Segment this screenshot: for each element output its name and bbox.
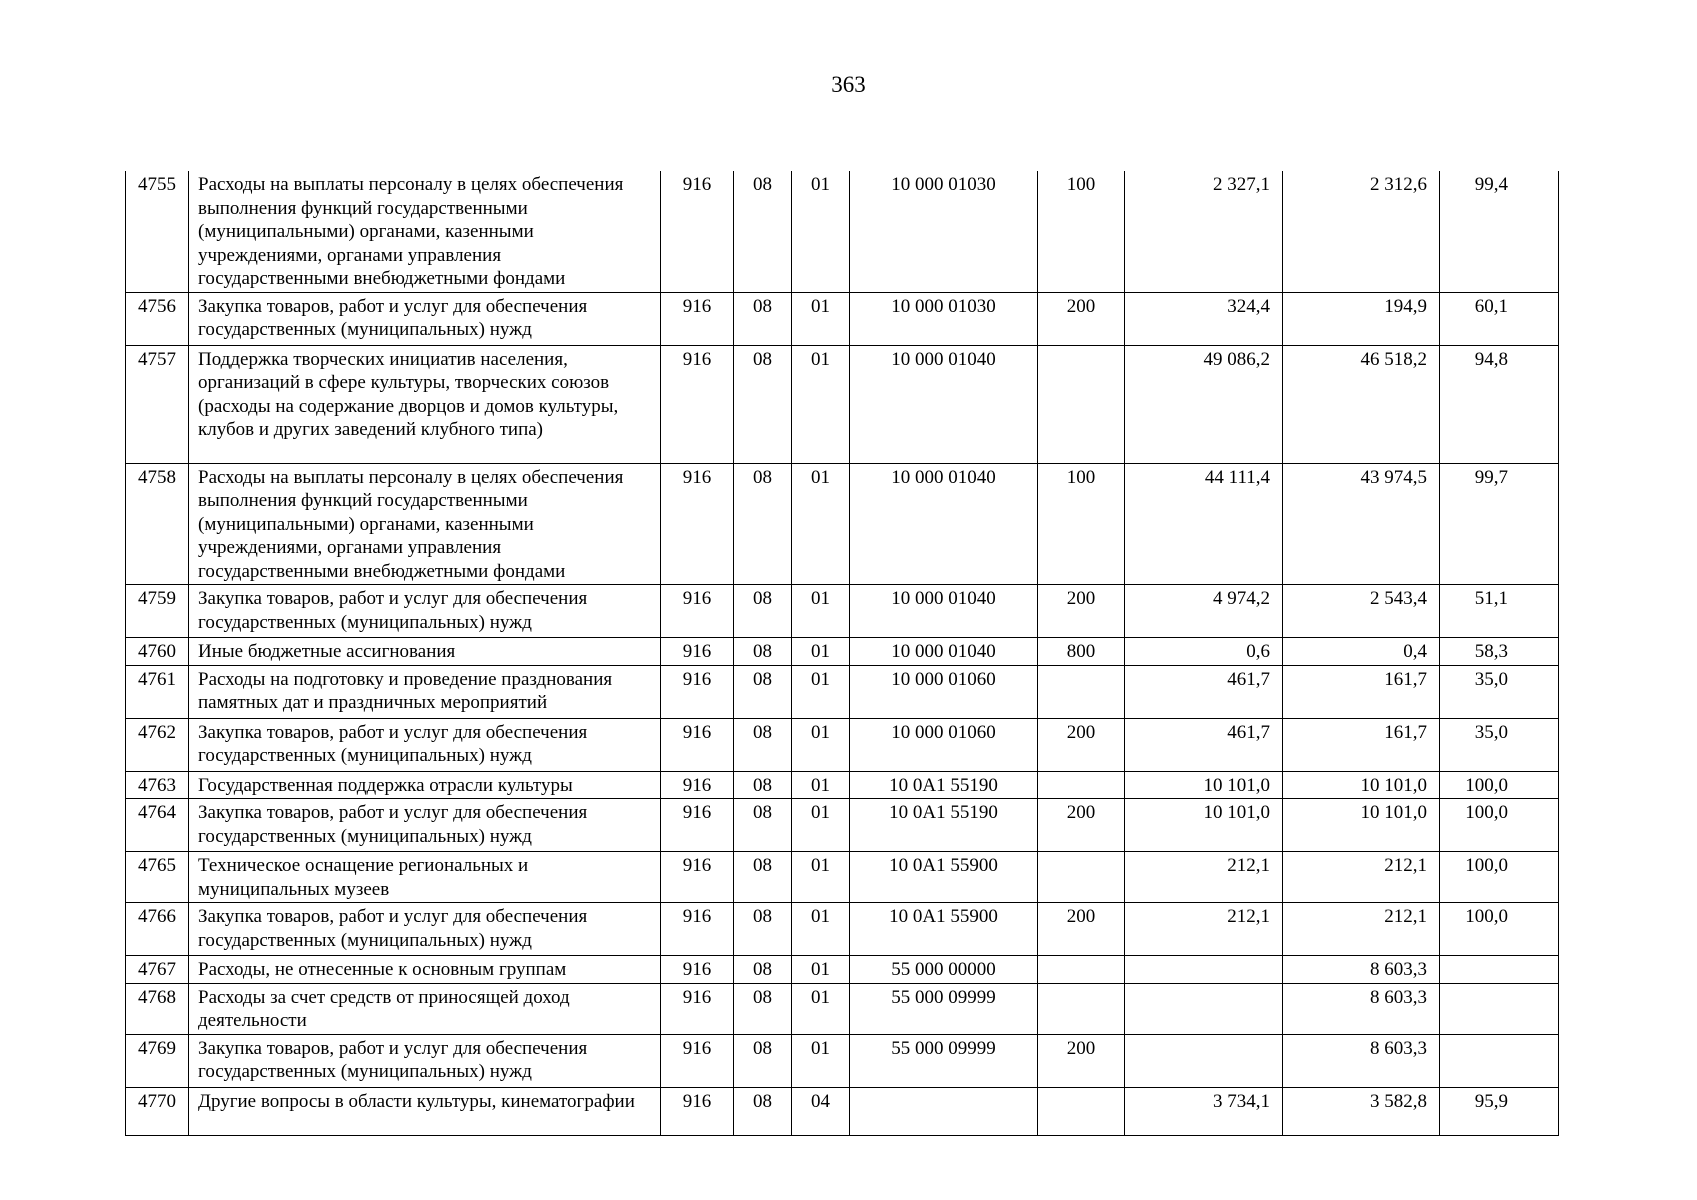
section-code-cell: 08 — [734, 345, 792, 463]
subsection-code-cell: 01 — [792, 1034, 850, 1087]
target-article-cell: 10 0A1 55900 — [850, 852, 1038, 903]
row-number-cell: 4764 — [126, 799, 189, 852]
subsection-code-cell: 01 — [792, 585, 850, 638]
ministry-code-cell: 916 — [661, 292, 734, 345]
expense-type-cell: 200 — [1038, 903, 1125, 956]
table-row — [126, 718, 1559, 771]
description-cell: Закупка товаров, работ и услуг для обеспечения государственных (муниципальных) нужд — [189, 1034, 661, 1087]
target-article-cell: 10 000 01030 — [850, 292, 1038, 345]
row-number-cell: 4759 — [126, 585, 189, 638]
target-article-cell: 10 000 01060 — [850, 718, 1038, 771]
planned-amount-cell: 461,7 — [1125, 718, 1283, 771]
actual-amount-cell: 212,1 — [1283, 852, 1440, 903]
percent-cell: 95,9 — [1440, 1087, 1559, 1135]
expense-type-cell: 200 — [1038, 1034, 1125, 1087]
row-number-cell: 4762 — [126, 718, 189, 771]
description-cell: Расходы на подготовку и проведение празднования памятных дат и праздничных мероприятий — [189, 665, 661, 718]
ministry-code-cell: 916 — [661, 1034, 734, 1087]
subsection-code-cell: 01 — [792, 718, 850, 771]
row-number-cell: 4769 — [126, 1034, 189, 1087]
row-number-cell: 4766 — [126, 903, 189, 956]
ministry-code-cell: 916 — [661, 463, 734, 585]
percent-cell — [1440, 983, 1559, 1034]
planned-amount-cell: 10 101,0 — [1125, 771, 1283, 799]
expense-type-cell — [1038, 852, 1125, 903]
target-article-cell: 10 000 01040 — [850, 638, 1038, 666]
expense-type-cell: 200 — [1038, 799, 1125, 852]
subsection-code-cell: 01 — [792, 292, 850, 345]
description-cell: Расходы за счет средств от приносящей доход деятельности — [189, 983, 661, 1034]
actual-amount-cell: 161,7 — [1283, 718, 1440, 771]
target-article-cell: 10 000 01040 — [850, 345, 1038, 463]
actual-amount-cell: 2 543,4 — [1283, 585, 1440, 638]
planned-amount-cell: 461,7 — [1125, 665, 1283, 718]
expense-type-cell — [1038, 1087, 1125, 1135]
ministry-code-cell: 916 — [661, 1087, 734, 1135]
page-number: 363 — [831, 72, 866, 97]
subsection-code-cell: 01 — [792, 665, 850, 718]
section-code-cell: 08 — [734, 585, 792, 638]
expense-type-cell: 200 — [1038, 718, 1125, 771]
description-cell: Расходы на выплаты персоналу в целях обеспечения выполнения функций государственными (муниципальными) органами, казенными учреждениями, органами управления государственными внебюджетными фондами — [189, 463, 661, 585]
planned-amount-cell — [1125, 1034, 1283, 1087]
percent-cell: 100,0 — [1440, 771, 1559, 799]
expense-type-cell: 100 — [1038, 463, 1125, 585]
section-code-cell: 08 — [734, 1034, 792, 1087]
table-row — [126, 585, 1559, 638]
ministry-code-cell: 916 — [661, 903, 734, 956]
description-cell: Иные бюджетные ассигнования — [189, 638, 661, 666]
planned-amount-cell: 2 327,1 — [1125, 171, 1283, 292]
ministry-code-cell: 916 — [661, 665, 734, 718]
description-cell: Государственная поддержка отрасли культуры — [189, 771, 661, 799]
description-cell: Другие вопросы в области культуры, кинематографии — [189, 1087, 661, 1135]
description-cell: Закупка товаров, работ и услуг для обеспечения государственных (муниципальных) нужд — [189, 718, 661, 771]
row-number-cell: 4770 — [126, 1087, 189, 1135]
section-code-cell: 08 — [734, 638, 792, 666]
table-row — [126, 1034, 1559, 1087]
target-article-cell: 10 000 01030 — [850, 171, 1038, 292]
expense-type-cell: 200 — [1038, 585, 1125, 638]
expense-type-cell — [1038, 665, 1125, 718]
expense-type-cell: 800 — [1038, 638, 1125, 666]
ministry-code-cell: 916 — [661, 718, 734, 771]
planned-amount-cell: 10 101,0 — [1125, 799, 1283, 852]
subsection-code-cell: 01 — [792, 638, 850, 666]
actual-amount-cell: 8 603,3 — [1283, 956, 1440, 984]
section-code-cell: 08 — [734, 852, 792, 903]
row-number-cell: 4756 — [126, 292, 189, 345]
section-code-cell: 08 — [734, 718, 792, 771]
percent-cell: 51,1 — [1440, 585, 1559, 638]
table-row — [126, 771, 1559, 799]
expense-type-cell — [1038, 345, 1125, 463]
target-article-cell: 10 0A1 55190 — [850, 799, 1038, 852]
target-article-cell: 10 000 01040 — [850, 585, 1038, 638]
description-cell: Закупка товаров, работ и услуг для обеспечения государственных (муниципальных) нужд — [189, 903, 661, 956]
actual-amount-cell: 8 603,3 — [1283, 1034, 1440, 1087]
section-code-cell: 08 — [734, 665, 792, 718]
expense-type-cell — [1038, 771, 1125, 799]
table-row — [126, 638, 1559, 666]
percent-cell: 35,0 — [1440, 718, 1559, 771]
actual-amount-cell: 2 312,6 — [1283, 171, 1440, 292]
table-row — [126, 956, 1559, 984]
ministry-code-cell: 916 — [661, 799, 734, 852]
subsection-code-cell: 01 — [792, 345, 850, 463]
planned-amount-cell: 212,1 — [1125, 852, 1283, 903]
percent-cell: 58,3 — [1440, 638, 1559, 666]
subsection-code-cell: 01 — [792, 983, 850, 1034]
expense-type-cell — [1038, 983, 1125, 1034]
target-article-cell: 55 000 09999 — [850, 1034, 1038, 1087]
actual-amount-cell: 46 518,2 — [1283, 345, 1440, 463]
section-code-cell: 08 — [734, 956, 792, 984]
actual-amount-cell: 10 101,0 — [1283, 771, 1440, 799]
actual-amount-cell: 10 101,0 — [1283, 799, 1440, 852]
percent-cell: 35,0 — [1440, 665, 1559, 718]
subsection-code-cell: 01 — [792, 771, 850, 799]
target-article-cell: 55 000 00000 — [850, 956, 1038, 984]
target-article-cell: 10 000 01040 — [850, 463, 1038, 585]
table-row — [126, 463, 1559, 585]
row-number-cell: 4758 — [126, 463, 189, 585]
section-code-cell: 08 — [734, 903, 792, 956]
percent-cell: 100,0 — [1440, 903, 1559, 956]
row-number-cell: 4757 — [126, 345, 189, 463]
ministry-code-cell: 916 — [661, 983, 734, 1034]
section-code-cell: 08 — [734, 463, 792, 585]
planned-amount-cell — [1125, 983, 1283, 1034]
planned-amount-cell: 212,1 — [1125, 903, 1283, 956]
expense-type-cell — [1038, 956, 1125, 984]
description-cell: Расходы, не отнесенные к основным группам — [189, 956, 661, 984]
budget-table — [125, 171, 1559, 1136]
ministry-code-cell: 916 — [661, 638, 734, 666]
percent-cell: 99,7 — [1440, 463, 1559, 585]
row-number-cell: 4760 — [126, 638, 189, 666]
target-article-cell: 55 000 09999 — [850, 983, 1038, 1034]
planned-amount-cell: 44 111,4 — [1125, 463, 1283, 585]
subsection-code-cell: 01 — [792, 463, 850, 585]
subsection-code-cell: 01 — [792, 171, 850, 292]
ministry-code-cell: 916 — [661, 171, 734, 292]
percent-cell: 99,4 — [1440, 171, 1559, 292]
ministry-code-cell: 916 — [661, 852, 734, 903]
percent-cell: 100,0 — [1440, 852, 1559, 903]
ministry-code-cell: 916 — [661, 956, 734, 984]
percent-cell: 60,1 — [1440, 292, 1559, 345]
section-code-cell: 08 — [734, 983, 792, 1034]
description-cell: Закупка товаров, работ и услуг для обеспечения государственных (муниципальных) нужд — [189, 799, 661, 852]
percent-cell: 94,8 — [1440, 345, 1559, 463]
actual-amount-cell: 43 974,5 — [1283, 463, 1440, 585]
row-number-cell: 4763 — [126, 771, 189, 799]
planned-amount-cell: 0,6 — [1125, 638, 1283, 666]
description-cell: Поддержка творческих инициатив населения, организаций в сфере культуры, творческих союзов (расходы на содержание дворцов и домов культуры, клубов и других заведений клубного типа) — [189, 345, 661, 463]
row-number-cell: 4768 — [126, 983, 189, 1034]
planned-amount-cell: 324,4 — [1125, 292, 1283, 345]
actual-amount-cell: 8 603,3 — [1283, 983, 1440, 1034]
subsection-code-cell: 01 — [792, 956, 850, 984]
percent-cell: 100,0 — [1440, 799, 1559, 852]
description-cell: Закупка товаров, работ и услуг для обеспечения государственных (муниципальных) нужд — [189, 585, 661, 638]
description-cell: Закупка товаров, работ и услуг для обеспечения государственных (муниципальных) нужд — [189, 292, 661, 345]
table-row — [126, 852, 1559, 903]
target-article-cell: 10 000 01060 — [850, 665, 1038, 718]
table-row — [126, 903, 1559, 956]
target-article-cell: 10 0A1 55900 — [850, 903, 1038, 956]
section-code-cell: 08 — [734, 799, 792, 852]
table-row — [126, 345, 1559, 463]
section-code-cell: 08 — [734, 171, 792, 292]
planned-amount-cell — [1125, 956, 1283, 984]
section-code-cell: 08 — [734, 292, 792, 345]
target-article-cell — [850, 1087, 1038, 1135]
row-number-cell: 4755 — [126, 171, 189, 292]
planned-amount-cell: 3 734,1 — [1125, 1087, 1283, 1135]
description-cell: Техническое оснащение региональных и муниципальных музеев — [189, 852, 661, 903]
table-row — [126, 983, 1559, 1034]
expense-type-cell: 200 — [1038, 292, 1125, 345]
row-number-cell: 4765 — [126, 852, 189, 903]
target-article-cell: 10 0A1 55190 — [850, 771, 1038, 799]
percent-cell — [1440, 1034, 1559, 1087]
subsection-code-cell: 01 — [792, 799, 850, 852]
planned-amount-cell: 49 086,2 — [1125, 345, 1283, 463]
actual-amount-cell: 0,4 — [1283, 638, 1440, 666]
subsection-code-cell: 01 — [792, 852, 850, 903]
description-cell: Расходы на выплаты персоналу в целях обеспечения выполнения функций государственными (муниципальными) органами, казенными учреждениями, органами управления государственными внебюджетными фондами — [189, 171, 661, 292]
table-row — [126, 665, 1559, 718]
planned-amount-cell: 4 974,2 — [1125, 585, 1283, 638]
actual-amount-cell: 212,1 — [1283, 903, 1440, 956]
table-row — [126, 1087, 1559, 1135]
subsection-code-cell: 01 — [792, 903, 850, 956]
actual-amount-cell: 161,7 — [1283, 665, 1440, 718]
percent-cell — [1440, 956, 1559, 984]
table-row — [126, 171, 1559, 292]
ministry-code-cell: 916 — [661, 585, 734, 638]
expense-type-cell: 100 — [1038, 171, 1125, 292]
subsection-code-cell: 04 — [792, 1087, 850, 1135]
row-number-cell: 4767 — [126, 956, 189, 984]
row-number-cell: 4761 — [126, 665, 189, 718]
table-row — [126, 292, 1559, 345]
ministry-code-cell: 916 — [661, 345, 734, 463]
actual-amount-cell: 194,9 — [1283, 292, 1440, 345]
section-code-cell: 08 — [734, 1087, 792, 1135]
ministry-code-cell: 916 — [661, 771, 734, 799]
section-code-cell: 08 — [734, 771, 792, 799]
table-row — [126, 799, 1559, 852]
actual-amount-cell: 3 582,8 — [1283, 1087, 1440, 1135]
